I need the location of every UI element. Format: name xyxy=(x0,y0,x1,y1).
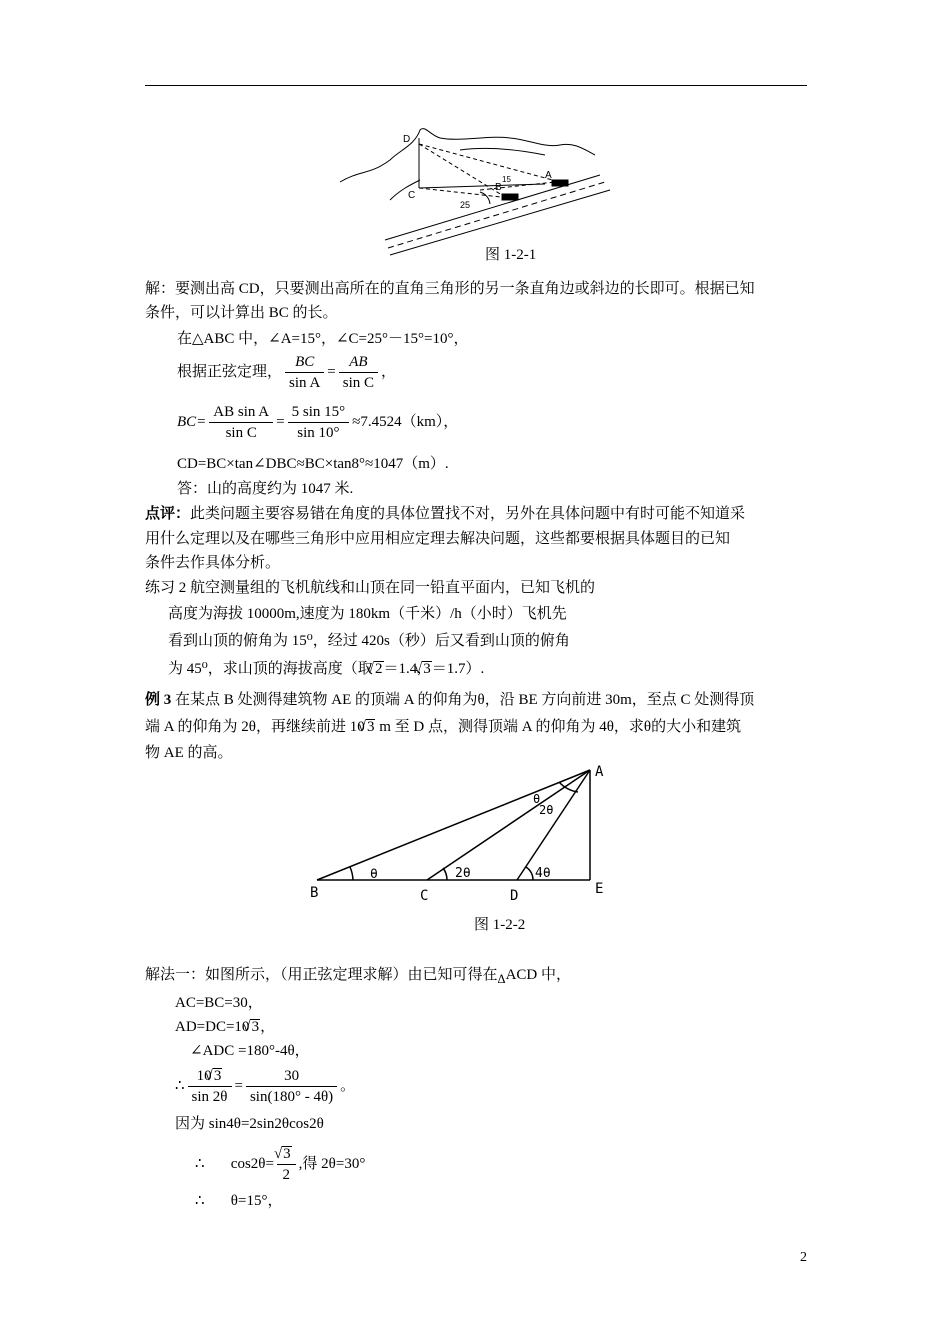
frac-5sin15-sin10: $\frac{5 \sin 15^\circ}{\sin 10^\circ}$ xyxy=(288,402,350,443)
fig2-label-a: A xyxy=(595,764,604,780)
fig2-angle-a1: θ xyxy=(533,792,541,806)
comment-line3: 条件去作具体分析。 xyxy=(145,555,281,571)
frac-30-sin180: $\frac{30}{\sin(180^\circ - 4\theta)}$ xyxy=(246,1066,337,1107)
frac-sqrt3-2: √ $\frac{3}{2}$ xyxy=(277,1144,296,1185)
figure-1-2-1-caption: 图 1-2-1 xyxy=(485,247,537,263)
fig2-label-c: C xyxy=(420,888,429,904)
practice2-line4: 为 45⁰，求山顶的海拔高度（取√ 2＝1.4,√ 3＝1.7）. xyxy=(168,657,484,678)
comment-line1: 点评：此类问题主要容易错在角度的具体位置找不对，另外在具体问题中有时可能不知道采 xyxy=(145,506,746,522)
frac-absina-sinc: $\frac{\text{AB sin A}}{\text{sin C}}$ xyxy=(209,402,273,443)
practice2-line2: 高度为海拔 10000m,速度为 180km（千米）/h（小时）飞机先 xyxy=(168,606,567,622)
fig1-label-b: B xyxy=(495,182,502,193)
fig2-angle-c: 2θ xyxy=(455,866,471,881)
fig2-label-d: D xyxy=(510,888,519,904)
frac-ab-sinc: $\frac{AB}{\text{sin C}}$ xyxy=(339,352,378,393)
method1-l5: 因为 sin4θ=2sin2θcos2θ xyxy=(175,1116,324,1132)
header-rule xyxy=(145,85,807,86)
car-b xyxy=(502,194,518,200)
method1-l1: AC=BC=30， xyxy=(175,995,263,1011)
solution1-line7: 答：山的高度约为 1047 米. xyxy=(177,481,354,497)
arc-d xyxy=(526,867,533,880)
method1-l4: ∴ $\frac{10√ 3}{\sin 2\theta}$ = $\frac{30}{\sin(180^\circ - 4\theta)}$ 。 xyxy=(175,1066,355,1107)
figure-1-2-1 xyxy=(330,120,620,260)
example3-line2: 端 A 的仰角为 2θ，再继续前进 10√ 3 m 至 D 点，测得顶端 A 的仰角为 4θ，求θ的大小和建筑 xyxy=(145,715,741,736)
car-a xyxy=(552,180,568,186)
method1-intro: 解法一：如图所示，（用正弦定理求解）由已知可得在$_\Delta$ACD 中， xyxy=(145,967,571,986)
page-number: 2 xyxy=(800,1250,807,1265)
fig1-angle-25: 25 xyxy=(460,200,471,210)
arc-a xyxy=(559,782,578,792)
fig2-label-b: B xyxy=(310,885,319,901)
practice2-line3: 看到山顶的俯角为 15⁰，经过 420s（秒）后又看到山顶的俯角 xyxy=(168,633,570,649)
fig2-angle-a2: 2θ xyxy=(539,803,554,817)
solution1-line6: CD=BC×tan∠DBC≈BC×tan8°≈1047（m）. xyxy=(177,456,449,472)
base-line xyxy=(419,184,545,188)
method1-l2: AD=DC=10√ 3， xyxy=(175,1015,275,1036)
line-ac xyxy=(427,770,590,880)
arc-b xyxy=(350,867,353,880)
fig2-label-e: E xyxy=(595,881,604,897)
fig1-label-d: D xyxy=(403,134,411,145)
fig2-angle-d: 4θ xyxy=(535,866,551,881)
fig2-angle-b: θ xyxy=(370,867,378,882)
solution1-line1: 解：要测出高 CD，只要测出高所在的直角三角形的另一条直角边或斜边的长即可。根据已知 xyxy=(145,281,755,297)
solution1-line5: BC= $\frac{\text{AB sin A}}{\text{sin C}}$ = $\frac{5 \sin 15^\circ}{\sin 10^\circ}$ ≈7.4524（km）， xyxy=(177,404,459,441)
solution1-line4: 根据正弦定理， $\frac{BC}{\text{sin A}}$ = $\frac{AB}{\text{sin C}}$ ， xyxy=(177,354,397,391)
figure-1-2-2 xyxy=(305,760,625,905)
method1-l3: ∠ADC =180°-4θ， xyxy=(190,1043,310,1059)
method1-l7: ∴ θ=15°， xyxy=(195,1193,283,1209)
frac-bc-sina: $\frac{BC}{\text{sin A}}$ xyxy=(285,352,324,393)
solution1-line3: 在△ABC 中，∠A=15°，∠C=25°－15°=10°， xyxy=(177,331,469,347)
frac-10sqrt3-sin2theta: $\frac{10√ 3}{\sin 2\theta}$ xyxy=(188,1066,232,1107)
method1-l6: ∴ cos2θ= √ $\frac{3}{2}$ ,得 2θ=30° xyxy=(195,1144,365,1185)
fig1-angle-15: 15 xyxy=(502,175,511,184)
figure-1-2-2-caption: 图 1-2-2 xyxy=(474,917,526,933)
line-ab xyxy=(317,770,590,880)
arc-c xyxy=(443,868,447,880)
line-ad xyxy=(517,770,590,880)
fig1-label-c: C xyxy=(408,190,416,201)
example3-line1: 例 3 在某点 B 处测得建筑物 AE 的顶端 A 的仰角为θ，沿 BE 方向前进 30m，至点 C 处测得顶 xyxy=(145,692,755,708)
comment-line2: 用什么定理以及在哪些三角形中应用相应定理去解决问题，这些都要根据具体题目的已知 xyxy=(145,531,731,547)
practice2-line1: 练习 2 航空测量组的飞机航线和山顶在同一铅直平面内，已知飞机的 xyxy=(145,580,596,596)
example3-line3: 物 AE 的高。 xyxy=(145,745,233,761)
solution1-line2: 条件，可以计算出 BC 的长。 xyxy=(145,305,338,321)
fig1-label-a: A xyxy=(545,170,552,181)
sight-line-da xyxy=(419,144,560,182)
